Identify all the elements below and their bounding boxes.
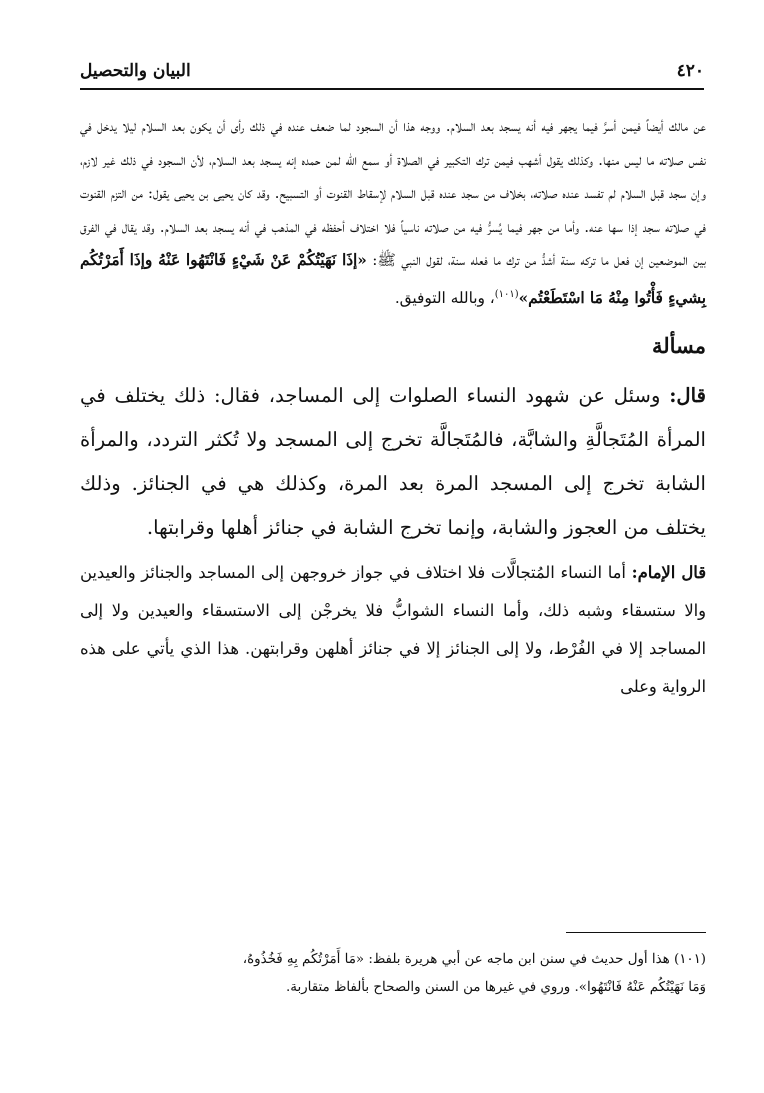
paragraph-1 bbox=[80, 110, 706, 316]
imam-text: أما النساء المُتجالَّات فلا اختلاف في جواز خروجهن إلى المساجد والجنائز والعيدين والا ستسقاء وشبه ذلك، وأما النساء الشوابُّ فلا يخرجْن إلى الاستسقاء والعيدين ولا إلى المساجد إلا في الفُرْط، ولا إلى الجنائز إلا في جنائز أهلهن وقرابتهن. هذا الذي يأتي على هذه الرواية وعلى bbox=[80, 562, 706, 696]
footnote-marker: (١٠١) bbox=[494, 288, 519, 300]
main-text bbox=[80, 110, 706, 706]
question-paragraph bbox=[80, 374, 706, 550]
footnote bbox=[80, 946, 706, 1002]
header-rule bbox=[80, 88, 704, 90]
hadith-quote: «إذَا نَهَيْتُكُمْ عَنْ شَيْءٍ فَانْتَهُوا عَنْهُ وإذَا أَمَرْتُكُم بِشيءٍ فَأْتُوا مِنْهُ مَا اسْتَطَعْتُم» bbox=[80, 251, 706, 308]
paragraph-1-text: عن مالك أيضاً فيمن أسرَّ فيما يجهر فيه أنه يسجد بعد السلام. ووجه هذا أن السجود لما ضعف عنده في ذلك رأى أن يكون بعد السلام ليلا يدخل في نفس صلاته ما ليس منها. وكذلك يقول أشهب فيمن ترك التكبير في الصلاة أو سمع الله لمن حمده إنه يسجد بعد السلام، لأن السجود في ذلك غير لازم، وإن سجد قبل السلام لم تفسد عنده صلاته، بخلاف من سجد عنده قبل السلام لإسقاط القنوت أو التسبيح. وقد كان يحيى بن يحيى يقول: من التزم القنوت في صلاته سجد إذا سها عنه. وأما من جهر فيما يُسرُّ فيه من صلاته ناسياً فلا اختلاف أحفظه في المذهب في أنه يسجد بعد السلام. وقد يقال في الفرق بين الموضعين إن فعل ما تركه سنة أشدُّ من ترك ما فعله سنة، لقول النبي ﷺ: bbox=[80, 117, 706, 270]
imam-paragraph bbox=[80, 554, 706, 706]
paragraph-1-end: ، وبالله التوفيق. bbox=[394, 289, 495, 308]
running-title: البيان والتحصيل bbox=[80, 61, 191, 81]
imam-label: قال الإمام: bbox=[631, 562, 706, 582]
footnote-line-1: (١٠١) هذا أول حديث في سنن ابن ماجه عن أبي هريرة بلفظ: «مَا أَمَرْتُكُم بِهِ فَخُذُوهُ، bbox=[242, 952, 706, 967]
page-number: ٤٢٠ bbox=[676, 61, 704, 81]
footnote-rule bbox=[566, 932, 706, 933]
question-text: وسئل عن شهود النساء الصلوات إلى المساجد، فقال: ذلك يختلف في المرأة المُتَجالَّةِ والشابَّة، فالمُتَجالَّة تخرج إلى المسجد ولا تُكثر التردد، والمرأة الشابة تخرج إلى المسجد المرة بعد المرة، وكذلك هي في الجنائز. وذلك يختلف من العجوز والشابة، وإنما تخرج الشابة في جنائز أهلها وقرابتها. bbox=[80, 383, 706, 539]
footnote-line-2: وَمَا نَهَيْتُكُم عَنْهُ فَانْتَهُوا». وروي في غيرها من السنن والصحاح بألفاظ متقاربة. bbox=[286, 980, 706, 995]
section-title: مسألة bbox=[651, 332, 706, 358]
question-label: قال: bbox=[669, 383, 707, 407]
page-header bbox=[80, 58, 704, 84]
